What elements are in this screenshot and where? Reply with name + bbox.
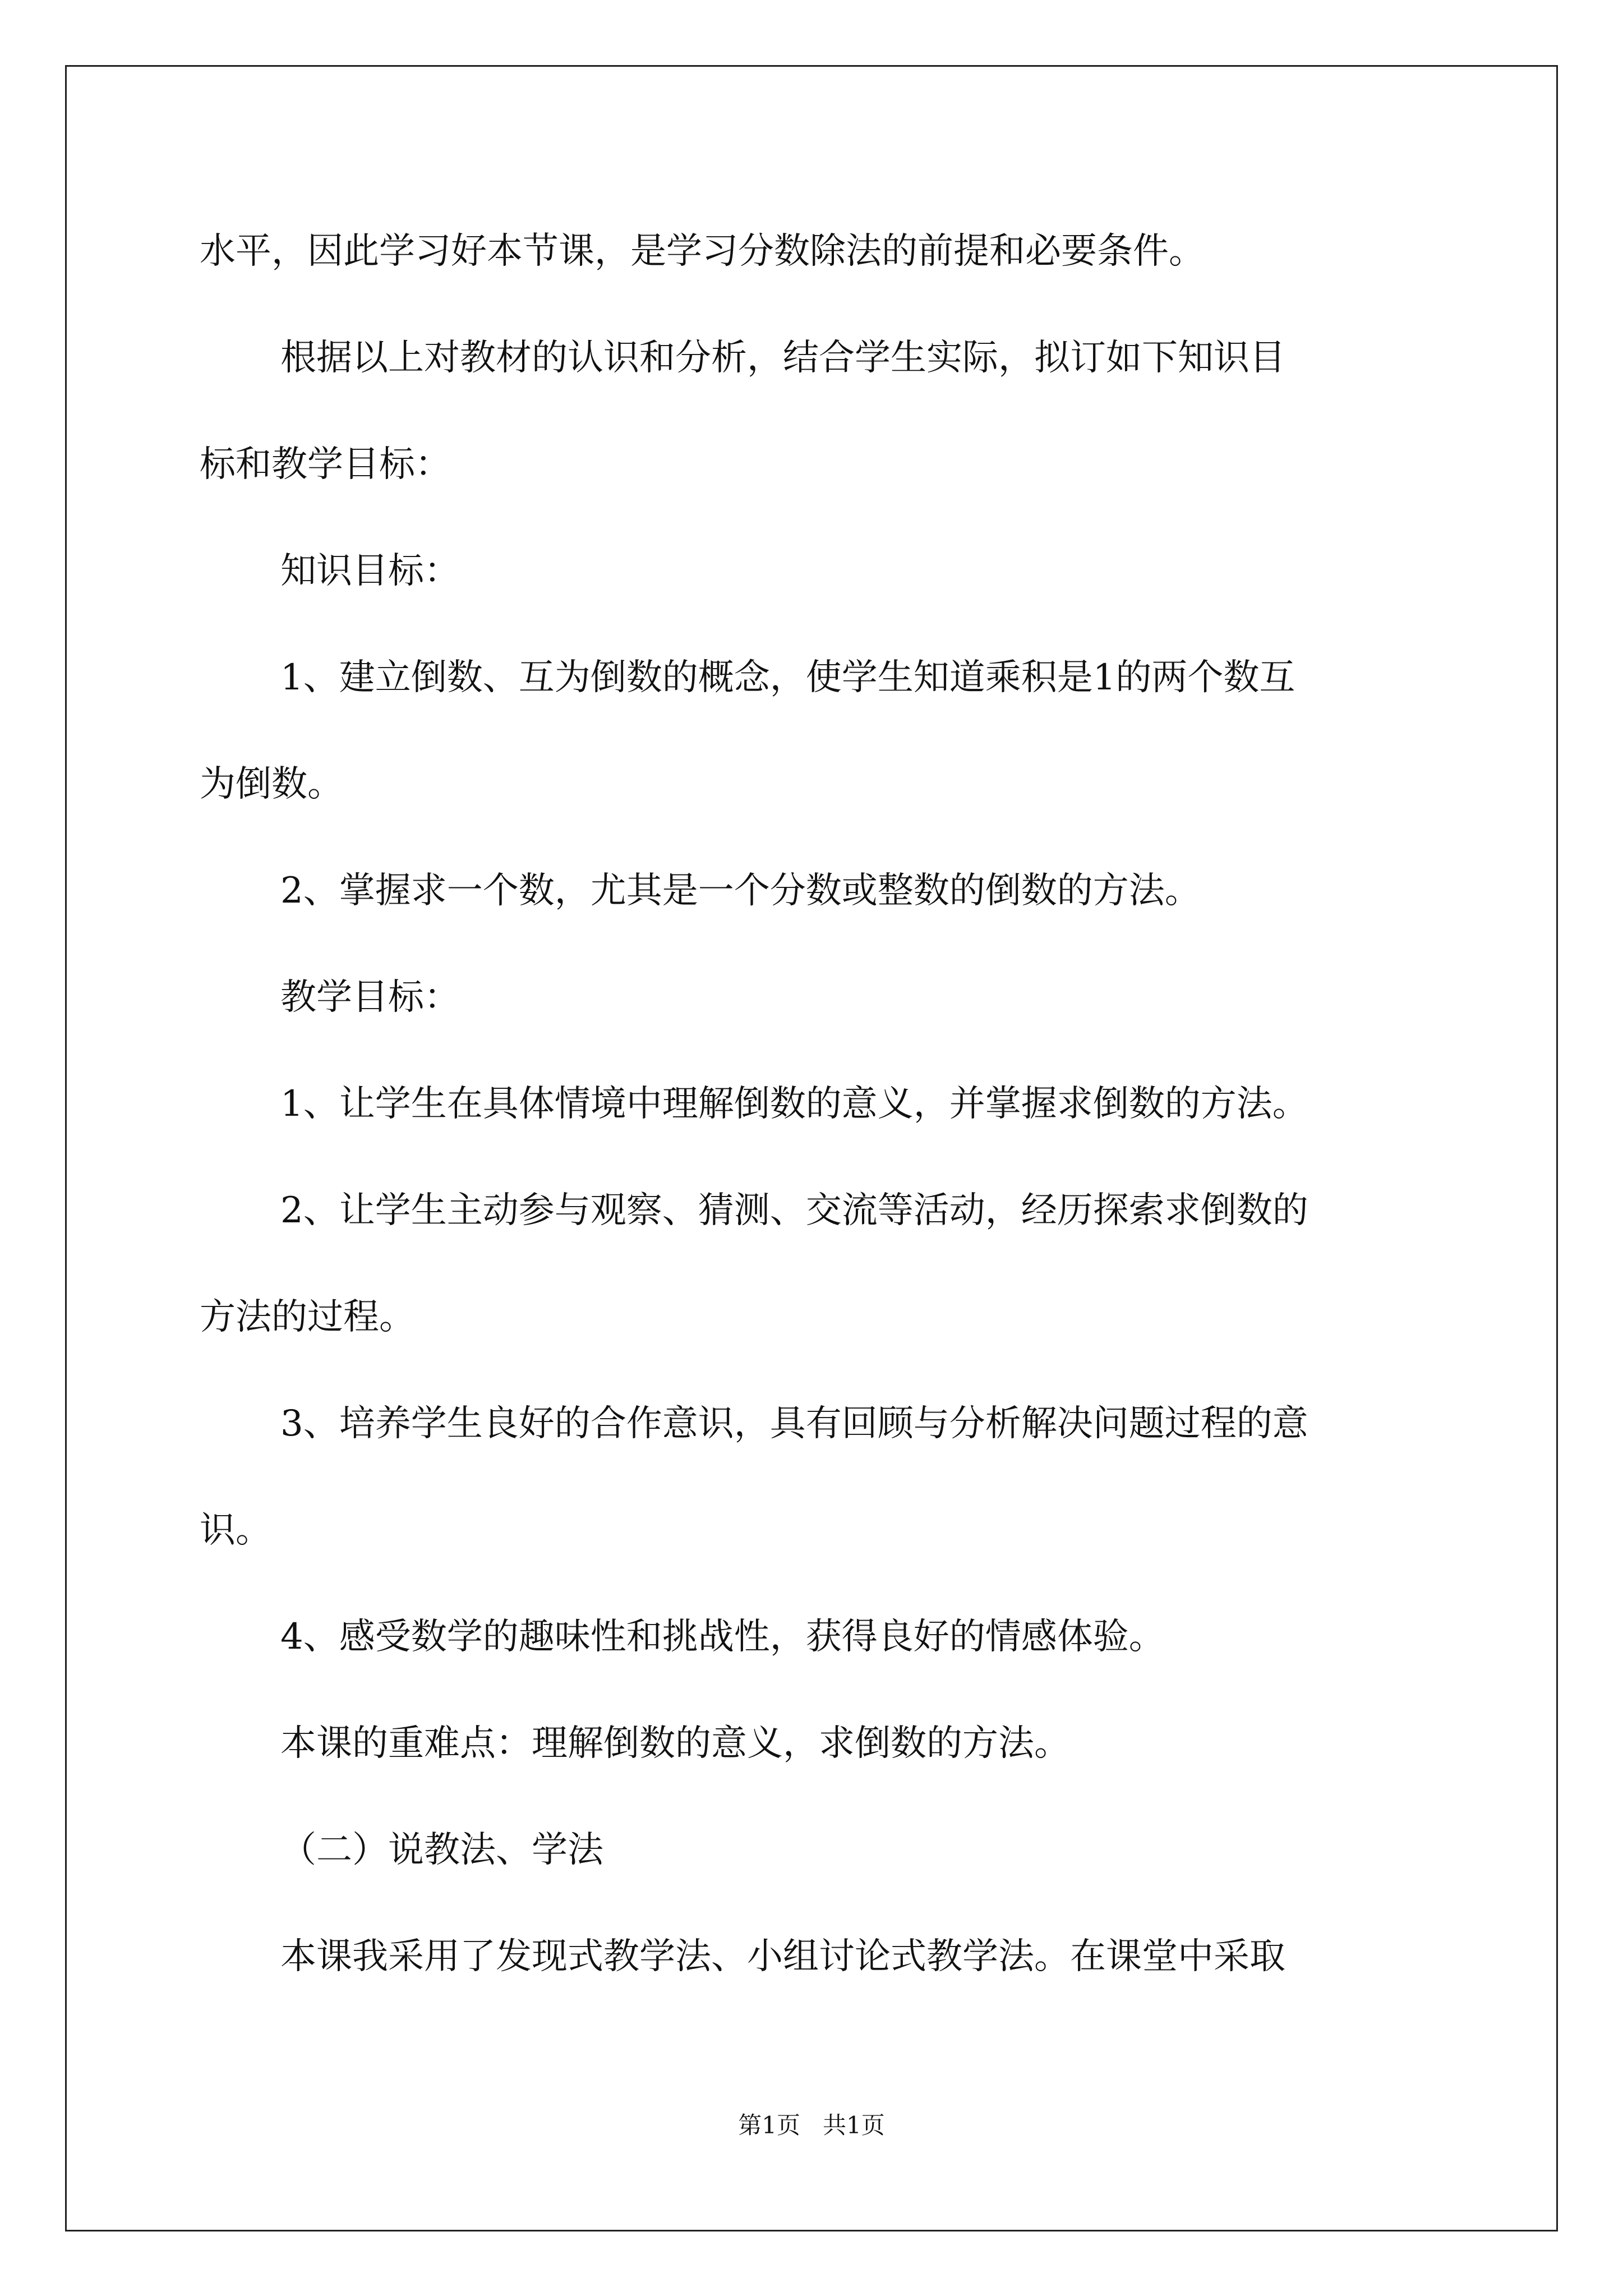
- body-line-17: 本课我采用了发现式教学法、小组讨论式教学法。在课堂中采取: [280, 1936, 1285, 1977]
- body-line-15: 本课的重难点：理解倒数的意义，求倒数的方法。: [280, 1723, 1070, 1764]
- body-line-1: 水平，因此学习好本节课，是学习分数除法的前提和必要条件。: [200, 231, 1205, 272]
- body-line-7: 2、掌握求一个数，尤其是一个分数或整数的倒数的方法。: [280, 870, 1201, 912]
- body-line-14: 4、感受数学的趣味性和挑战性，获得良好的情感体验。: [280, 1616, 1165, 1658]
- body-line-12: 3、培养学生良好的合作意识，具有回顾与分析解决问题过程的意: [280, 1403, 1308, 1444]
- body-line-3: 标和教学目标：: [200, 444, 451, 485]
- section-heading-knowledge-goals: 知识目标：: [280, 550, 460, 592]
- body-line-11: 方法的过程。: [200, 1296, 415, 1338]
- body-line-9: 1、让学生在具体情境中理解倒数的意义，并掌握求倒数的方法。: [280, 1083, 1308, 1125]
- page-number-footer: 第1页 共1页: [738, 2111, 885, 2139]
- section-heading-methods: （二）说教法、学法: [280, 1829, 603, 1871]
- body-line-10: 2、让学生主动参与观察、猜测、交流等活动，经历探索求倒数的: [280, 1190, 1308, 1231]
- page-border: [65, 65, 1558, 2231]
- body-line-5: 1、建立倒数、互为倒数的概念，使学生知道乘积是1的两个数互: [280, 657, 1295, 698]
- body-line-2: 根据以上对教材的认识和分析，结合学生实际，拟订如下知识目: [280, 337, 1285, 379]
- body-line-6: 为倒数。: [200, 763, 343, 805]
- body-line-13: 识。: [200, 1510, 271, 1551]
- section-heading-teaching-goals: 教学目标：: [280, 977, 460, 1018]
